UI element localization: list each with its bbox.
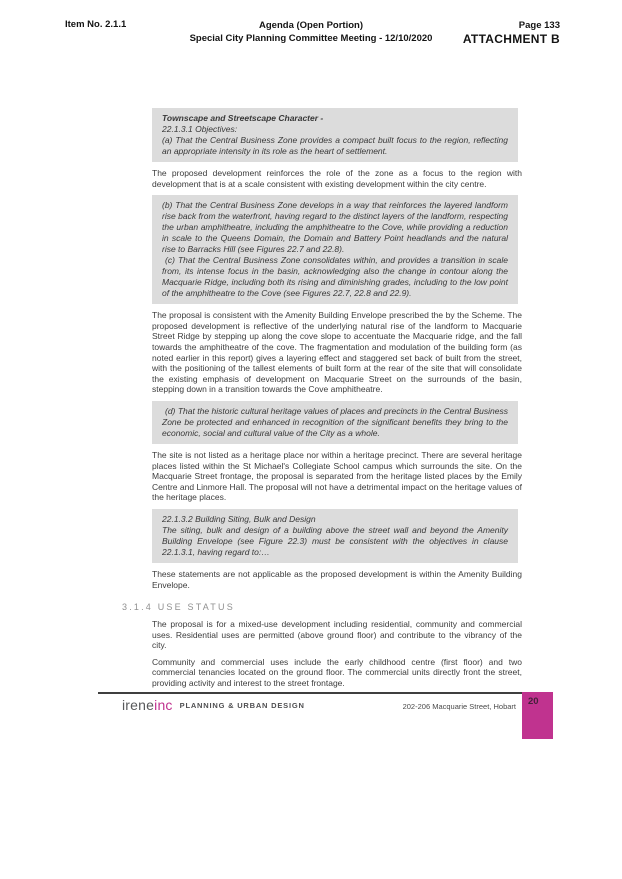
quote-objective-a: (a) That the Central Business Zone provides a compact built focus to the region, reflecting an appropriate intensity in its role as the heart of settlement. <box>162 135 508 156</box>
para-mixed-use: The proposal is for a mixed-use development including residential, community and commercial uses. Residential uses are permitted (above ground floor) and contribute to the vibrancy of the city. <box>152 619 522 651</box>
quote-block-siting <box>152 509 518 563</box>
footer-address: 202-206 Macquarie Street, Hobart <box>402 702 516 711</box>
logo-tagline: PLANNING & URBAN DESIGN <box>179 701 305 710</box>
quote-block-b-c <box>152 195 518 304</box>
header-title-line1: Agenda (Open Portion) <box>259 20 363 31</box>
footer-page-badge: 20 <box>522 692 553 739</box>
header-attachment-label: ATTACHMENT B <box>462 32 560 46</box>
quote-objective-c: (c) That the Central Business Zone consolidates within, and provides a transition in scale from, its intense focus in the basin, acknowledging also the change in contour along the Macquarie Ridge, including both its rising and diminishing grades, including to the low point of the amphitheatre to the Cove (see Figures 22.7, 22.8 and 22.9). <box>162 255 508 299</box>
para-reinforces-role: The proposed development reinforces the role of the zone as a focus to the region with development that is at a scale consistent with existing development within the city centre. <box>152 168 522 189</box>
quote-siting-body: The siting, bulk and design of a building above the street wall and beyond the Amenity Building Envelope (see Figure 22.3) must be consistent with the objectives in clause 22.1.3.1, having regard to:… <box>162 524 508 557</box>
quote-block-d <box>152 401 518 444</box>
logo-text-irene: irene <box>122 697 155 713</box>
header-item-no: Item No. 2.1.1 <box>65 19 127 30</box>
header-page-number: Page 133 <box>518 20 560 31</box>
quote-block-objectives <box>152 108 518 162</box>
quote-objective-d: (d) That the historic cultural heritage values of places and precincts in the Central Business Zone be protected and enhanced in recognition of the significant benefits they bring to the economic, social and cultural value of the City as a whole. <box>162 405 508 438</box>
footer-logo <box>122 697 305 715</box>
document-body <box>122 108 522 695</box>
section-heading-use-status: 3.1.4 USE STATUS <box>122 602 235 613</box>
quote-siting-heading: 22.1.3.2 Building Siting, Bulk and Design <box>162 513 316 524</box>
header-page-info <box>463 19 560 46</box>
para-heritage: The site is not listed as a heritage place nor within a heritage precinct. There are several heritage places listed within the St Michael's Collegiate School campus which surrounds the site. On the Macquarie Street frontage, the proposal is separated from the heritage listed places by the Emily Centre and Linmore Hall. The proposal will not have a detrimental impact on the heritage values of the heritage places. <box>152 449 522 503</box>
para-amenity-envelope: The proposal is consistent with the Amenity Building Envelope prescribed the by the Scheme. The proposed development is reflective of the underlying natural rise of the landform to Macquarie Street Ridge by stepping up along the cove slope to accentuate the Macquarie ridge, and the fall towards the amphitheatre of the cove. The fragmentation and modulation of the building form (as noted earlier in this report) gives a layering effect and staggered set back of built from the street, with the positioning of the tallest elements of built form at the rear of the site that will consolidate the existing emphasis of development on Macquarie Street on the surrounds of the basin, stepping down in a transition towards the Cove amphitheatre. <box>152 310 522 395</box>
quote-objectives-heading: Townscape and Streetscape Character - <box>162 113 324 123</box>
logo-text-inc: inc <box>154 697 173 713</box>
quote-objective-b: (b) That the Central Business Zone develops in a way that reinforces the layered landform rise back from the waterfront, having regard to the distinct layers of the landform, respecting the urban amphitheatre, including the amphitheatre to the Cove, while providing a reduction in scale to the Queens Domain, the Domain and Battery Point headlands and the natural rise to Barracks Hill (see Figures 22.7 and 22.8). <box>162 200 508 255</box>
footer-divider <box>98 692 522 694</box>
header-title-line2: Special City Planning Committee Meeting - 12/10/2020 <box>189 33 433 44</box>
para-not-applicable: These statements are not applicable as the proposed development is within the Amenity Building Envelope. <box>152 568 522 590</box>
para-community-commercial: Community and commercial uses include the early childhood centre (first floor) and two commercial tenancies located on the ground floor. The commercial units directly front the street, providing activity and interest to the street frontage. <box>152 656 522 689</box>
quote-objectives-subheading: 22.1.3.1 Objectives: <box>162 124 238 134</box>
